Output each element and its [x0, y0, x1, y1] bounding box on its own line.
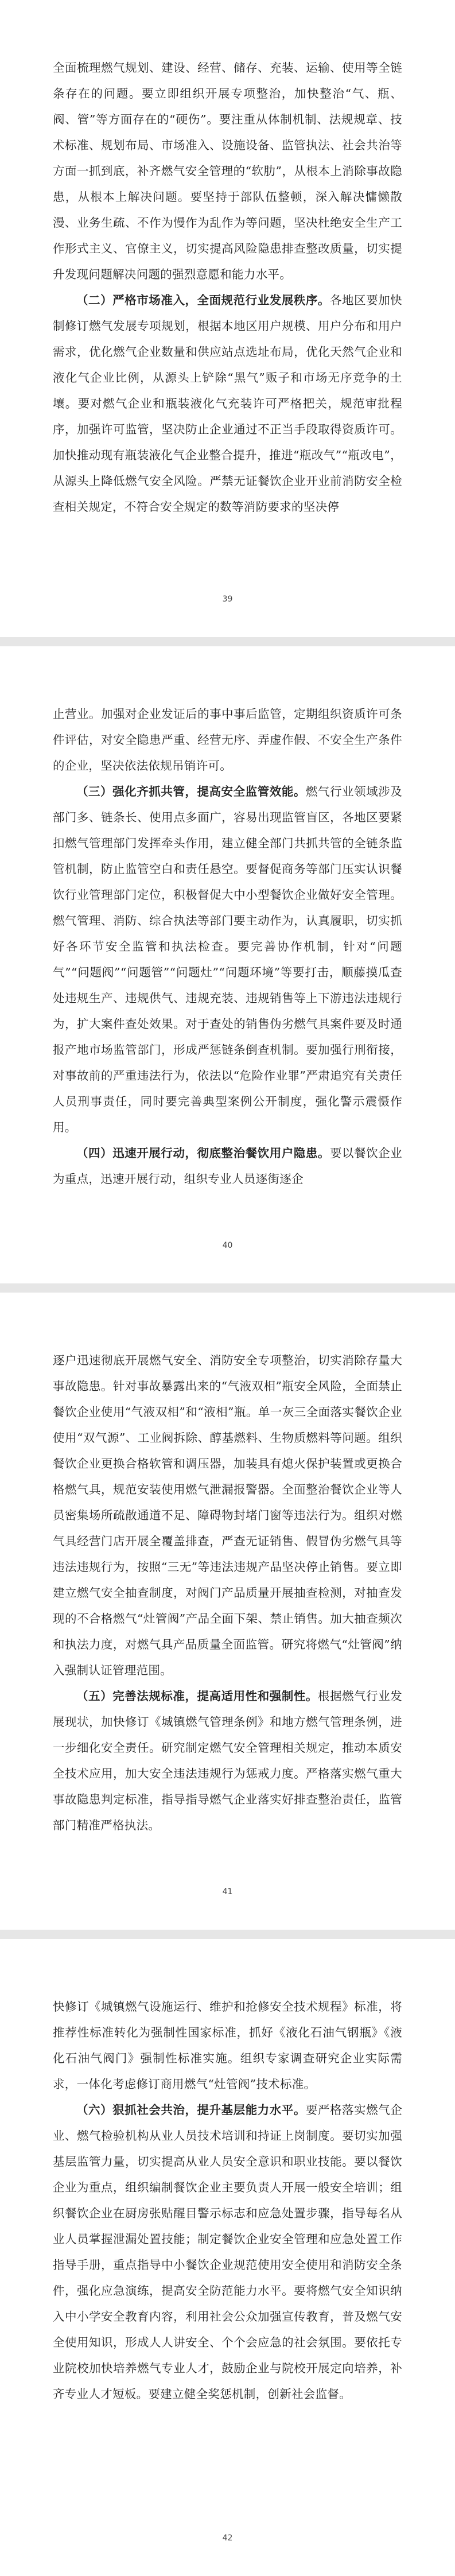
section-paragraph: （二）严格市场准入，全面规范行业发展秩序。各地区要加快制修订燃气发展专项规划，根据本地区用户规模、用户分布和用户需求，优化燃气企业数量和供应站点选址布局，优化天然气企业和液化气企业比例，从源头上铲除“黑气”贩子和市场无序竞争的土壤。要对燃气企业和瓶装液化气充装许可严格把关，规范审批程序，加强许可监管，坚决防止企业通过不正当手段取得资质许可。加快推动现有瓶装液化气企业整合提升，推进“瓶改气”“瓶改电”，从源头上降低燃气安全风险。严禁无证餐饮企业开业前消防安全检查相关规定，不符合安全规定的数等消防要求的坚决停: [53, 293, 402, 514]
body-paragraph: 逐户迅速彻底开展燃气安全、消防安全专项整治，切实消除存量大事故隐患。针对事故暴露出来的“气液双相”瓶安全风险，全面禁止餐饮企业使用“气液双相”和“液相”瓶。单一灰三全面落实餐饮企业使用“双气源”、工业阀拆除、醇基燃料、生物质燃料等问题。组织餐饮企业更换合格软管和调压器，加装具有熄火保护装置或更换合格燃气具，规范安装使用燃气泄漏报警器。全面整治餐饮企业等人员密集场所疏散通道不足、障碍物封堵门窗等违法行为。组织对燃气具经营门店开展全覆盖排查，严查无证销售、假冒伪劣燃气具等违法违规行为，按照“三无”等违法违规产品坚决停止销售。要立即建立燃气安全抽查制度，对阀门产品质量开展抽查检测，对抽查发现的不合格燃气“灶管阀”产品全面下架、禁止销售。加大抽查频次和执法力度，对燃气具产品质量全面监管。研究将燃气“灶管阀”纳入强制认证管理范围。: [53, 1353, 402, 1677]
section-paragraph: （六）狠抓社会共治，提升基层能力水平。要严格落实燃气企业、燃气检验机构从业人员技术培训和持证上岗制度。要切实加强基层监管力量，切实提高从业人员安全意识和职业技能。要以餐饮企业为重点，组织编制餐饮企业主要负责人开展一般安全培训；组织餐饮企业在厨房张贴醒目警示标志和应急处置步骤，指导每名从业人员掌握泄漏处置技能；制定餐饮企业安全管理和应急处置工作指导手册，重点指导中小餐饮企业规范使用安全使用和消防安全条件，强化应急演练，提高安全防范能力水平。要将燃气安全知识纳入中小学安全教育内容，利用社会公众加强宣传教育，普及燃气安全使用知识，形成人人讲安全、个个会应急的社会氛围。要依托专业院校加快培养燃气专业人才，鼓励企业与院校开展定向培养，补齐专业人才短板。要建立健全奖惩机制，创新社会监督。: [53, 2103, 402, 2401]
section-heading: （六）狠抓社会共治，提升基层能力水平。: [76, 2103, 306, 2117]
body-paragraph: 止营业。加强对企业发证后的事中事后监管，定期组织资质许可条件评估，对安全隐患严重、经营无序、弄虚作假、不安全生产条件的企业，坚决依法依规吊销许可。: [53, 707, 402, 773]
document-page-2: [0, 646, 455, 1283]
page-body: [53, 1994, 402, 2407]
section-paragraph: （三）强化齐抓共管，提高安全监管效能。燃气行业领域涉及部门多、链条长、使用点多面广，容易出现监管盲区，各地区要紧扣燃气管理部门发挥牵头作用，建立健全部门共抓共管的全链条监管机制，防止监管空白和责任悬空。要督促商务等部门压实认识餐饮行业管理部门定位，积极督促大中小型餐饮企业做好安全管理。燃气管理、消防、综合执法等部门要主动作为，认真履职，切实抓好各环节安全监管和执法检查。要完善协作机制，针对“问题气”“问题阀”“问题管”“问题灶”“问题环境”等要打击，顺藤摸瓜查处违规生产、违规供气、违规充装、违规销售等上下游违法违规行为，扩大案件查处效果。对于查处的销售伪劣燃气具案件要及时通报产地市场监管部门，形成严惩链条倒查机制。要加强行刑衔接，对事故前的严重违法行为，依法以“危险作业罪”严肃追究有关责任人员刑事责任，同时要完善典型案例公开制度，强化警示震慑作用。: [53, 785, 402, 1134]
page-body: [53, 55, 402, 520]
document-page-1: [0, 0, 455, 637]
page-number: 42: [222, 2534, 233, 2543]
document-page-3: [0, 1293, 455, 1930]
page-number: 41: [222, 1887, 233, 1896]
page-number: 40: [222, 1241, 233, 1250]
document-page-4: [0, 1939, 455, 2576]
section-heading: （五）完善法规标准，提高适用性和强制性。: [76, 1689, 318, 1703]
section-heading: （四）迅速开展行动，彻底整治餐饮用户隐患。: [76, 1146, 330, 1160]
page-number: 39: [222, 595, 233, 604]
section-heading: （二）严格市场准入，全面规范行业发展秩序。: [76, 293, 330, 307]
page-body: [53, 701, 402, 1192]
section-heading: （三）强化齐抓共管，提高安全监管效能。: [76, 785, 306, 798]
body-paragraph: 全面梳理燃气规划、建设、经营、储存、充装、运输、使用等全链条存在的问题。要立即组织开展专项整治，加快整治“气、瓶、阀、管”等方面存在的“硬伤”。要注重从体制机制、法规规章、技术标准、规划布局、市场准入、设施设备、监管执法、社会共治等方面一抓到底，补齐燃气安全管理的“软肋”，从根本上消除事故隐患，从根本上解决问题。要坚持于部队伍整顿，深入解决慵懒散漫、业务生疏、不作为慢作为乱作为等问题，坚决杜绝安全生产工作形式主义、官僚主义，切实提高风险隐患排查整改质量，切实提升发现问题解决问题的强烈意愿和能力水平。: [53, 61, 402, 281]
body-paragraph: 快修订《城镇燃气设施运行、维护和抢修安全技术规程》标准，将推荐性标准转化为强制性国家标准，抓好《液化石油气钢瓶》《液化石油气阀门》强制性标准实施。组织专家调查研究企业实际需求，一体化考虑修订商用燃气“灶管阀”技术标准。: [53, 2000, 402, 2091]
page-body: [53, 1348, 402, 1838]
section-paragraph: （五）完善法规标准，提高适用性和强制性。根据燃气行业发展现状，加快修订《城镇燃气管理条例》和地方燃气管理条例，进一步细化安全责任。研究制定燃气安全管理相关规定，推动本质安全技术应用，加大安全违法违规行为惩戒力度。严格落实燃气重大事故隐患判定标准，指导指导燃气企业落实好排查整治责任，监管部门精准严格执法。: [53, 1689, 402, 1832]
section-paragraph: （四）迅速开展行动，彻底整治餐饮用户隐患。要以餐饮企业为重点，迅速开展行动，组织专业人员逐街逐企: [53, 1146, 402, 1186]
